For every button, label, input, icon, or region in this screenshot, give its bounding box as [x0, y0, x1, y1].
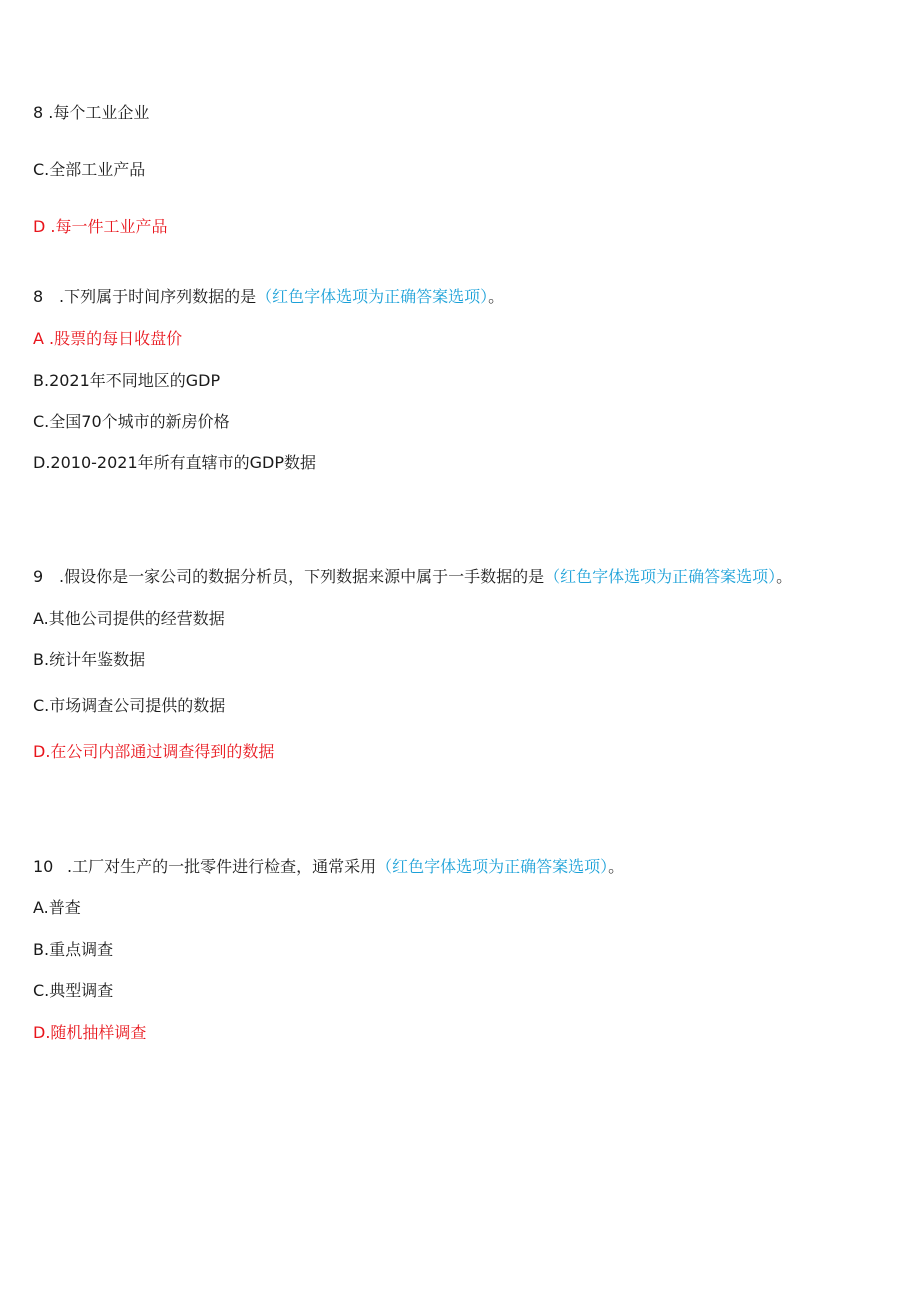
q9-option-d-correct: D.在公司内部通过调查得到的数据 — [33, 742, 275, 761]
q7-option-c: C.全部工业产品 — [33, 160, 146, 179]
q8-option-c: C.全国70个城市的新房价格 — [33, 412, 230, 431]
q9-option-c: C.市场调查公司提供的数据 — [33, 696, 226, 715]
q10-option-a: A.普查 — [33, 898, 81, 917]
q10-option-d-correct: D.随机抽样调查 — [33, 1023, 147, 1042]
q9-number: 9 — [33, 567, 44, 586]
q10-hint: （红色字体选项为正确答案选项） — [376, 857, 609, 876]
q9-end: 。 — [776, 567, 793, 586]
q10-end: 。 — [608, 857, 625, 876]
q8-question — [33, 286, 504, 308]
q8-stem: .下列属于时间序列数据的是 — [59, 287, 257, 306]
q8-option-d: D.2010-2021年所有直辖市的GDP数据 — [33, 453, 316, 472]
q9-stem: .假设你是一家公司的数据分析员，下列数据来源中属于一手数据的是 — [59, 567, 545, 586]
q8-option-a-correct: A .股票的每日收盘价 — [33, 329, 183, 348]
q9-option-a: A.其他公司提供的经营数据 — [33, 609, 225, 628]
q8-option-b: B.2021年不同地区的GDP — [33, 371, 221, 390]
q10-number: 10 — [33, 857, 54, 876]
q8-hint: （红色字体选项为正确答案选项） — [256, 287, 489, 306]
q9-option-b: B.统计年鉴数据 — [33, 650, 146, 669]
q10-stem: .工厂对生产的一批零件进行检查，通常采用 — [67, 857, 377, 876]
q7-option-b: 8 .每个工业企业 — [33, 103, 150, 122]
q9-question — [33, 566, 792, 588]
q8-end: 。 — [488, 287, 505, 306]
q10-question — [33, 856, 624, 878]
q8-number: 8 — [33, 287, 44, 306]
q10-option-b: B.重点调查 — [33, 940, 114, 959]
q10-option-c: C.典型调查 — [33, 981, 114, 1000]
q9-hint: （红色字体选项为正确答案选项） — [544, 567, 777, 586]
q7-option-d-correct: D .每一件工业产品 — [33, 217, 168, 236]
